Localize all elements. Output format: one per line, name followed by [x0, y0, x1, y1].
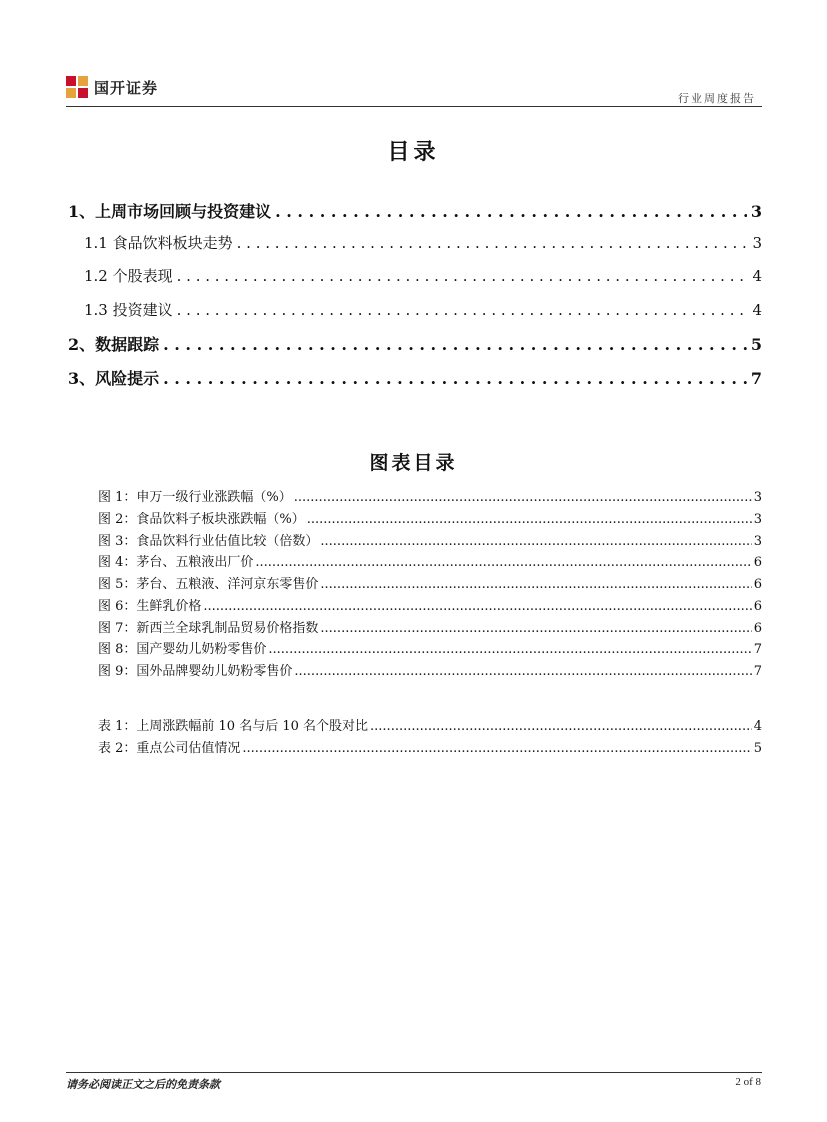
figure-entry-label: 图 8：国产婴幼儿奶粉零售价 [98, 642, 267, 657]
figure-entry-label: 图 4：茅台、五粮液出厂价 [98, 555, 254, 570]
leader-dots [294, 664, 751, 679]
header-divider [66, 106, 762, 107]
toc-entry-label: 2、数据跟踪 [68, 335, 160, 354]
toc-entry-label: 1.3 投资建议 [84, 301, 173, 319]
toc-entry[interactable] [84, 265, 762, 286]
leader-dots [294, 490, 752, 505]
toc-entry[interactable] [68, 332, 762, 355]
figure-entry-label: 图 3：食品饮料行业估值比较（倍数） [98, 534, 319, 549]
leader-dots [307, 512, 752, 527]
toc-entry[interactable] [84, 299, 762, 320]
table-entry[interactable] [98, 715, 762, 734]
toc-entry-label: 1、上周市场回顾与投资建议 [68, 202, 272, 221]
toc-entry[interactable] [84, 232, 762, 253]
table-entry[interactable] [98, 737, 762, 756]
page-header [66, 76, 762, 106]
logo-mark-icon [66, 76, 88, 98]
figure-entry[interactable] [98, 486, 762, 505]
document-type: 行业周度报告 [678, 92, 756, 105]
figure-entry-page: 3 [753, 490, 762, 505]
leader-dots [242, 741, 751, 756]
leader-dots [237, 234, 749, 252]
toc-entry-page: 3 [752, 234, 762, 252]
toc-entry[interactable] [68, 199, 762, 222]
figure-entry-label: 图 1：申万一级行业涨跌幅（%） [98, 490, 292, 505]
figure-entry-label: 图 9：国外品牌婴幼儿奶粉零售价 [98, 664, 293, 679]
figure-entry[interactable] [98, 530, 762, 549]
leader-dots [320, 534, 751, 549]
figure-entry-label: 图 5：茅台、五粮液、洋河京东零售价 [98, 577, 319, 592]
toc-entry-label: 1.2 个股表现 [84, 267, 173, 285]
leader-dots [177, 267, 749, 285]
figure-entry-label: 图 6：生鲜乳价格 [98, 599, 202, 614]
figure-entry-page: 3 [753, 534, 762, 549]
toc-entry-page: 4 [752, 267, 762, 285]
figure-entry-page: 6 [753, 599, 762, 614]
figure-entry-page: 6 [753, 621, 762, 636]
table-entry-label: 表 2：重点公司估值情况 [98, 741, 241, 756]
leader-dots [203, 599, 751, 614]
toc-entry-page: 4 [752, 301, 762, 319]
figure-entry[interactable] [98, 595, 762, 614]
toc-entry[interactable] [68, 366, 762, 389]
toc-entry-page: 5 [750, 335, 762, 354]
figure-entry[interactable] [98, 638, 762, 657]
figure-entry-label: 图 2：食品饮料子板块涨跌幅（%） [98, 512, 305, 527]
figure-entry-page: 6 [753, 577, 762, 592]
leader-dots [163, 335, 747, 354]
figure-entry-label: 图 7：新西兰全球乳制品贸易价格指数 [98, 621, 319, 636]
footer-disclaimer: 请务必阅读正文之后的免责条款 [66, 1078, 220, 1091]
figure-entry-page: 7 [753, 642, 762, 657]
figures-title: 图表目录 [369, 452, 458, 474]
leader-dots [255, 555, 751, 570]
page-number: 2 of 8 [735, 1076, 761, 1088]
toc-title: 目录 [387, 139, 440, 165]
toc-entry-page: 3 [750, 202, 762, 221]
table-entry-page: 5 [753, 741, 762, 756]
figure-entry[interactable] [98, 617, 762, 636]
figure-entry[interactable] [98, 551, 762, 570]
leader-dots [320, 621, 751, 636]
figure-entry[interactable] [98, 660, 762, 679]
figure-entry-page: 6 [753, 555, 762, 570]
toc-entry-label: 1.1 食品饮料板块走势 [84, 234, 233, 252]
figure-entry-page: 3 [753, 512, 762, 527]
toc-entry-page: 7 [750, 369, 762, 388]
leader-dots [163, 369, 747, 388]
figure-entry[interactable] [98, 573, 762, 592]
footer-divider [66, 1072, 762, 1073]
leader-dots [177, 301, 749, 319]
company-logo [66, 76, 158, 98]
leader-dots [275, 202, 747, 221]
leader-dots [268, 642, 751, 657]
figure-entry[interactable] [98, 508, 762, 527]
logo-text: 国开证券 [94, 78, 159, 97]
toc-entry-label: 3、风险提示 [68, 369, 160, 388]
figure-entry-page: 7 [753, 664, 762, 679]
table-entry-page: 4 [753, 719, 762, 734]
table-entry-label: 表 1：上周涨跌幅前 10 名与后 10 名个股对比 [98, 719, 369, 734]
leader-dots [320, 577, 751, 592]
leader-dots [370, 719, 752, 734]
